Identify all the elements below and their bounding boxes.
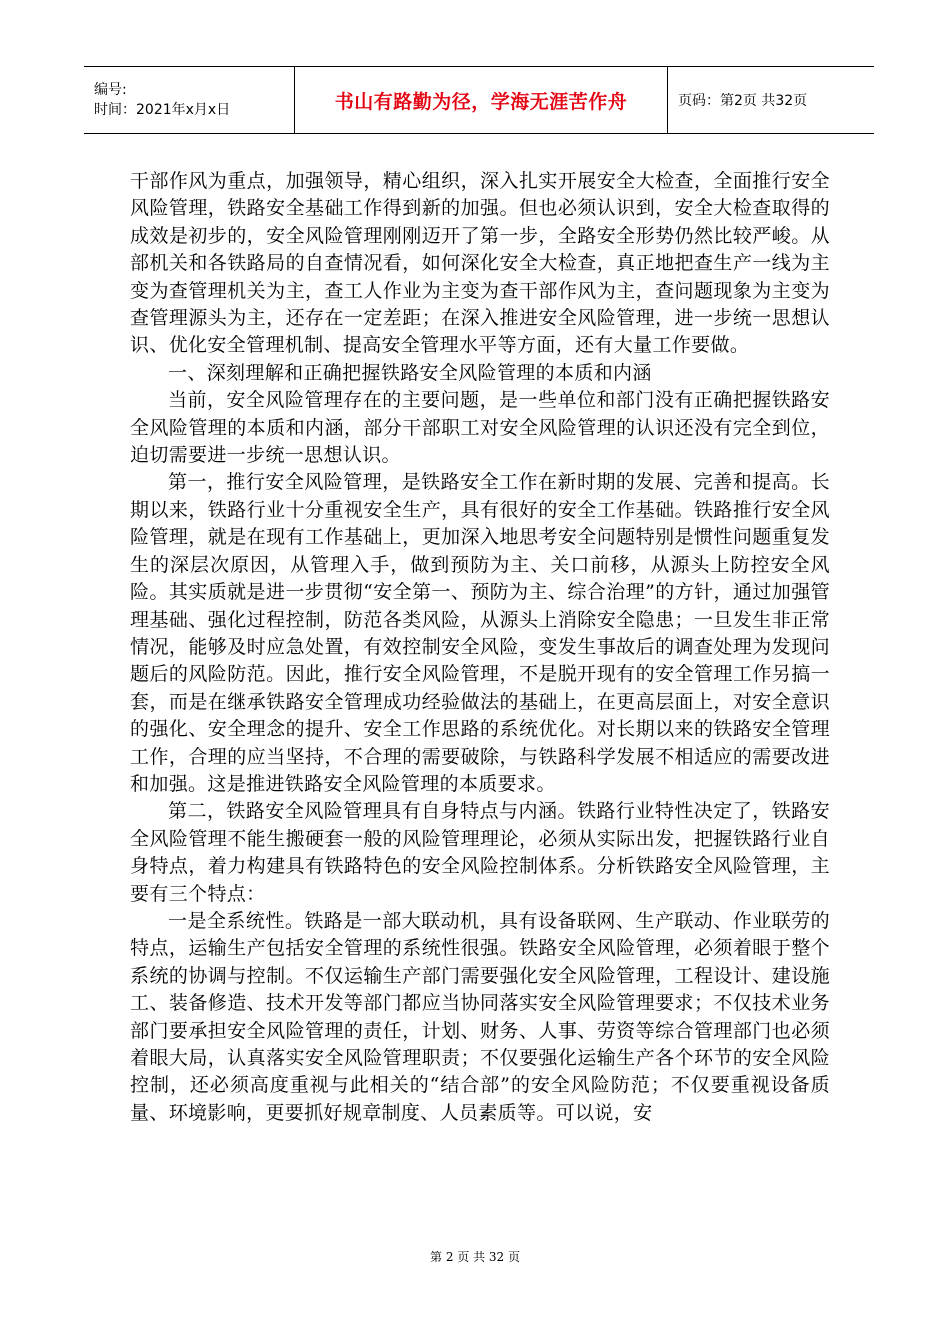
paragraph: 第一，推行安全风险管理，是铁路安全工作在新时期的发展、完善和提高。长期以来，铁路行业十分重视安全生产，具有很好的安全工作基础。铁路推行安全风险管理，就是在现有工作基础上，更加深入地思考安全问题特别是惯性问题重复发生的深层次原因，从管理入手，做到预防为主、关口前移，从源头上防控安全风险。其实质就是进一步贯彻“安全第一、预防为主、综合治理”的方针，通过加强管理基础、强化过程控制，防范各类风险，从源头上消除安全隐患；一旦发生非正常情况，能够及时应急处置，有效控制安全风险，变发生事故后的调查处理为发现问题后的风险防范。因此，推行安全风险管理，不是脱开现有的安全管理工作另搞一套，而是在继承铁路安全管理成功经验做法的基础上，在更高层面上，对安全意识的强化、安全理念的提升、安全工作思路的系统优化。对长期以来的铁路安全管理工作，合理的应当坚持，不合理的需要破除，与铁路科学发展不相适应的需要改进和加强。这是推进铁路安全风险管理的本质要求。 [130, 471, 830, 795]
paragraph-continuation: 干部作风为重点，加强领导，精心组织，深入扎实开展安全大检查，全面推行安全风险管理，铁路安全基础工作得到新的加强。但也必须认识到，安全大检查取得的成效是初步的，安全风险管理刚刚迈开了第一步，全路安全形势仍然比较严峻。从部机关和各铁路局的自查情况看，如何深化安全大检查，真正地把查生产一线为主变为查管理机关为主，查工人作业为主变为查干部作风为主，查问题现象为主变为查管理源头为主，还存在一定差距；在深入推进安全风险管理，进一步统一思想认识、优化安全管理机制、提高安全管理水平等方面，还有大量工作要做。 [130, 170, 830, 357]
header-page-number: 页码：第2页 共32页 [668, 67, 875, 134]
document-number-label: 编号: [94, 82, 127, 98]
paragraph: 第二，铁路安全风险管理具有自身特点与内涵。铁路行业特性决定了，铁路安全风险管理不能生搬硬套一般的风险管理理论，必须从实际出发，把握铁路行业自身特点，着力构建具有铁路特色的安全风险控制体系。分析铁路安全风险管理，主要有三个特点： [130, 800, 830, 905]
section-heading: 一、深刻理解和正确把握铁路安全风险管理的本质和内涵 [168, 361, 652, 384]
paragraph: 当前，安全风险管理存在的主要问题，是一些单位和部门没有正确把握铁路安全风险管理的本质和内涵，部分干部职工对安全风险管理的认识还没有完全到位，迫切需要进一步统一思想认识。 [130, 389, 830, 467]
document-body [130, 168, 830, 1127]
page-header [84, 66, 874, 134]
page-footer: 第 2 页 共 32 页 [430, 1250, 520, 1264]
paragraph: 一是全系统性。铁路是一部大联动机，具有设备联网、生产联动、作业联劳的特点，运输生产包括安全管理的系统性很强。铁路安全风险管理，必须着眼于整个系统的协调与控制。不仅运输生产部门需要强化安全风险管理，工程设计、建设施工、装备修造、技术开发等部门都应当协同落实安全风险管理要求；不仅技术业务部门要承担安全风险管理的责任，计划、财务、人事、劳资等综合管理部门也必须着眼大局，认真落实安全风险管理职责；不仅要强化运输生产各个环节的安全风险控制，还必须高度重视与此相关的“结合部”的安全风险防范；不仅要重视设备质量、环境影响，更要抓好规章制度、人员素质等。可以说，安 [130, 909, 830, 1124]
header-meta [84, 67, 295, 134]
header-motto: 书山有路勤为径，学海无涯苦作舟 [295, 67, 668, 134]
document-date: 时间：2021年x月x日 [94, 102, 231, 118]
